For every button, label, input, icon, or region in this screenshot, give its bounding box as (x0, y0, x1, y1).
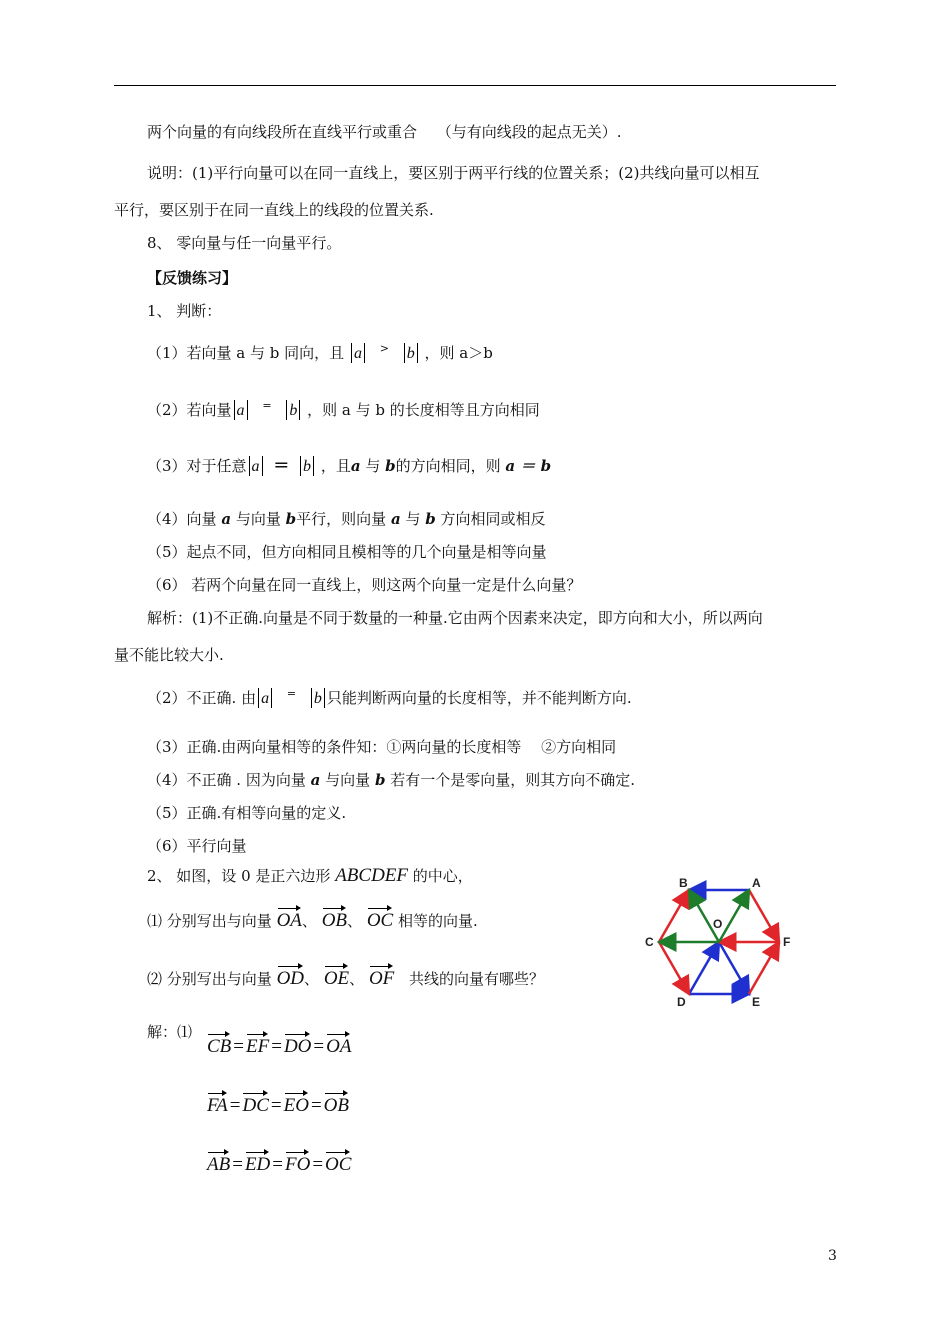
header-rule (114, 85, 836, 86)
vector-AF (749, 890, 779, 942)
vector-OB (689, 890, 719, 942)
q1-item-3: （3）对于任意 a = b ，且a 与 b的方向相同，则 a ＝ b (147, 454, 552, 476)
analysis-line: （6）平行向量 (147, 837, 247, 855)
label-D: D (677, 995, 686, 1009)
vector-EF (749, 942, 779, 994)
paragraph-line: 两个向量的有向线段所在直线平行或重合 （与有向线段的起点无关）. (147, 123, 622, 141)
q1-item-6: （6） 若两个向量在同一直线上，则这两个向量一定是什么向量？ (147, 576, 582, 594)
paragraph-line: 平行，要区别于在同一直线上的线段的位置关系. (114, 201, 434, 219)
page-number: 3 (828, 1248, 837, 1264)
q1-item-4: （4）向量 a 与向量 b平行，则向量 a 与 b 方向相同或相反 (147, 510, 546, 528)
analysis-line: （5）正确.有相等向量的定义. (147, 804, 347, 822)
label-O: O (713, 917, 723, 931)
section-title: 【反馈练习】 (147, 269, 238, 287)
solution-row: AB = ED = FO = OC (207, 1146, 351, 1175)
label-B: B (679, 876, 688, 890)
q2-title: 2、 如图，设 0 是正六边形 ABCDEF 的中心， (147, 865, 473, 886)
hexagon-vector-figure (640, 868, 800, 1010)
analysis-line: 解析：(1)不正确.向量是不同于数量的一种量.它由两个因素来决定，即方向和大小，所以两向 (147, 609, 763, 627)
analysis-line-4: （4）不正确 . 因为向量 a 与向量 b 若有一个是零向量，则其方向不确定. (147, 771, 636, 789)
paragraph-line: 说明：(1)平行向量可以在同一直线上，要区别于两平行线的位置关系；(2)共线向量可以相互 (147, 164, 760, 182)
analysis-line: 量不能比较大小. (114, 646, 224, 664)
paragraph-line: 8、 零向量与任一向量平行。 (147, 234, 342, 252)
question-title: 1、 判断： (147, 302, 222, 320)
label-F: F (783, 935, 791, 949)
q2-part-1: ⑴ 分别写出与向量 OA、 OB、 OC 相等的向量. (147, 902, 478, 931)
analysis-line: （3）正确.由两向量相等的条件知：①两向量的长度相等 ②方向相同 (147, 738, 617, 756)
vector-OE (719, 942, 749, 994)
analysis-line-2: （2）不正确. 由 a = b 只能判断两向量的长度相等，并不能判断方向. (147, 687, 632, 707)
q2-part-2: ⑵ 分别写出与向量 OD、 OE、 OF 共线的向量有哪些？ (147, 960, 544, 989)
label-C: C (645, 935, 654, 949)
solution-row: CB = EF = DO = OA (207, 1028, 351, 1057)
label-A: A (752, 876, 761, 890)
vector-OA (719, 890, 749, 942)
solution-label: 解：⑴ (147, 1023, 193, 1041)
q1-item-1: （1）若向量 a 与 b 同向，且 a > b ，则 a＞b (147, 342, 493, 362)
vector-CB (659, 890, 689, 942)
q1-item-5: （5）起点不同，但方向相同且模相等的几个向量是相等向量 (147, 543, 547, 561)
q1-item-2: （2）若向量 a = b ，则 a 与 b 的长度相等且方向相同 (147, 399, 540, 419)
label-E: E (752, 995, 761, 1009)
vector-DO (689, 942, 719, 994)
vector-CD (659, 942, 689, 994)
solution-row: FA = DC = EO = OB (207, 1087, 349, 1116)
